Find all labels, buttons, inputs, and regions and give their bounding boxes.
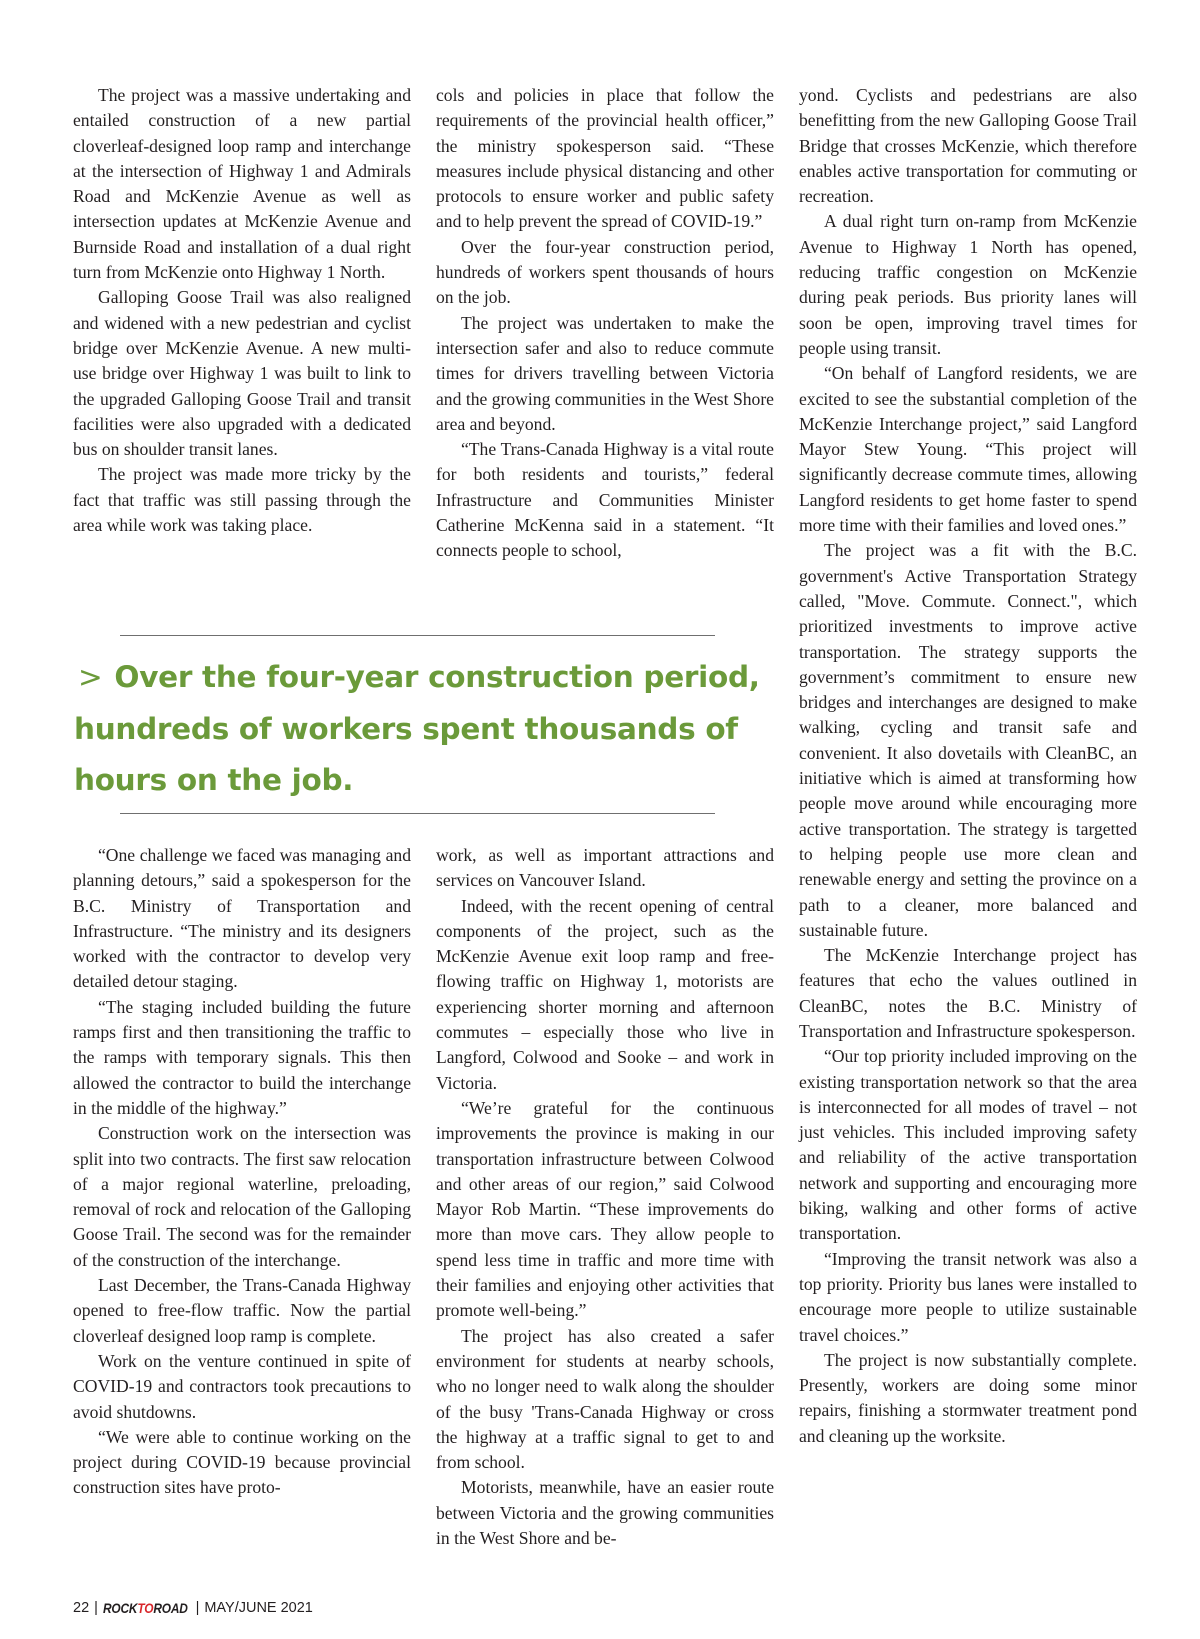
paragraph: Work on the venture continued in spite of COVID-19 and contractors took precautions to avoid shutdowns. [73, 1350, 411, 1422]
article-column-2-bottom [436, 843, 774, 1551]
paragraph-continued: yond. Cyclists and pedestrians are also benefitting from the new Galloping Goose Trail Bridge that crosses McKenzie, which therefore enables active transportation for commuting or recreation. [799, 85, 1137, 207]
article-column-1-bottom [73, 843, 411, 1501]
paragraph: A dual right turn on-ramp from McKenzie Avenue to Highway 1 North has opened, reducing traffic congestion on McKenzie during peak periods. Bus priority lanes will soon be open, improving travel times for people using transit. [799, 211, 1137, 358]
paragraph: “We’re grateful for the continuous improvements the province is making in our transportation infrastructure between Colwood and other areas of our region,” said Colwood Mayor Rob Martin. “These improvements do more than move cars. They allow people to spend less time in traffic and more time with their families and enjoying other activities that promote well-being.” [436, 1097, 774, 1321]
paragraph: The project was undertaken to make the intersection safer and also to reduce commute times for drivers travelling between Victoria and the growing communities in the West Shore area and beyond. [436, 312, 774, 434]
article-column-1-top [73, 83, 411, 538]
paragraph: The project has also created a safer environment for students at nearby schools, who no longer need to walk along the shoulder of the busy 'Trans-Canada Highway or cross the highway at a traffic signal to get to and from school. [436, 1325, 774, 1473]
paragraph: “On behalf of Langford residents, we are excited to see the substantial completion of the McKenzie Interchange project,” said Langford Mayor Stew Young. “This project will significantly decrease commute times, allowing Langford residents to get home faster to spend more time with their families and loved ones.” [799, 363, 1137, 536]
paragraph: “The Trans-Canada Highway is a vital route for both residents and tourists,” federal Infrastructure and Communities Minister Catherine McKenna said in a statement. “It connects people to school, [436, 439, 774, 561]
paragraph: The project was a fit with the B.C. government's Active Transportation Strategy called, "Move. Commute. Connect.", which prioritized investments to improve active transportation. The strategy supports the government’s commitment to ensure new bridges and interchanges are designed to make walking, cycling and transit safe and convenient. It also dovetails with CleanBC, an initiative which is aimed at transforming how people move around while encouraging more active transportation. The strategy is targetted to helping people use more clean and renewable energy and setting the province on a path to a cleaner, more balanced and sustainable future. [799, 540, 1137, 940]
paragraph: Construction work on the intersection was split into two contracts. The first saw relocation of a major regional waterline, preloading, removal of rock and relocation of the Galloping Goose Trail. The second was for the remainder of the construction of the interchange. [73, 1123, 411, 1270]
magazine-logo: ROCKTOROAD [102, 1600, 188, 1616]
paragraph: Indeed, with the recent opening of central components of the project, such as the McKenzie Avenue exit loop ramp and free-flowing traffic on Highway 1, motorists are experiencing shorter morning and afternoon commutes – especially those who live in Langford, Colwood and Sooke – and work in Victoria. [436, 895, 774, 1093]
page-footer [73, 1600, 313, 1616]
paragraph: The project was a massive undertaking and entailed construction of a new partial cloverleaf-designed loop ramp and interchange at the intersection of Highway 1 and Admirals Road and McKenzie Avenue as well as intersection updates at McKenzie Avenue and Burnside Road and installation of a dual right turn from McKenzie onto Highway 1 North. [73, 85, 411, 283]
paragraph-continued: cols and policies in place that follow the requirements of the provincial health officer,” the ministry spokesperson said. “These measures include physical distancing and other protocols to ensure worker and public safety and to help prevent the spread of COVID-19.” [436, 85, 774, 232]
page-number: 22 [73, 1600, 90, 1616]
paragraph: Motorists, meanwhile, have an easier route between Victoria and the growing communities in the West Shore and be- [436, 1477, 774, 1549]
paragraph: The McKenzie Interchange project has features that echo the values outlined in CleanBC, notes the B.C. Ministry of Transportation and Infrastructure spokesperson. [799, 945, 1137, 1041]
paragraph: Last December, the Trans-Canada Highway opened to free-flow traffic. Now the partial cloverleaf designed loop ramp is complete. [73, 1275, 411, 1346]
article-column-2-top [436, 83, 774, 564]
paragraph: Over the four-year construction period, hundreds of workers spent thousands of hours on the job. [436, 236, 774, 308]
paragraph: “One challenge we faced was managing and planning detours,” said a spokesperson for the B.C. Ministry of Transportation and Infrastructure. “The ministry and its designers worked with the contractor to develop very detailed detour staging. [73, 845, 411, 992]
footer-separator: | [195, 1600, 200, 1616]
paragraph: Galloping Goose Trail was also realigned and widened with a new pedestrian and cyclist bridge over McKenzie Avenue. A new multi-use bridge over Highway 1 was built to link to the upgraded Galloping Goose Trail and transit facilities were also upgraded with a dedicated bus on shoulder transit lanes. [73, 287, 411, 460]
pull-quote-top-rule [120, 635, 715, 636]
paragraph: “The staging included building the future ramps first and then transitioning the traffic to the ramps with temporary signals. This then allowed the contractor to build the interchange in the middle of the highway.” [73, 996, 411, 1118]
pull-quote [74, 652, 774, 807]
footer-separator: | [94, 1600, 98, 1616]
pull-quote-bottom-rule [120, 813, 715, 814]
paragraph: “Improving the transit network was also a top priority. Priority bus lanes were installed to encourage more people to utilize sustainable travel choices.” [799, 1248, 1137, 1345]
paragraph: The project is now substantially complete. Presently, workers are doing some minor repairs, finishing a stormwater treatment pond and cleaning up the worksite. [799, 1349, 1137, 1446]
paragraph: “We were able to continue working on the project during COVID-19 because provincial construction sites have proto- [73, 1426, 411, 1498]
pull-quote-text: Over the four-year construction period, hundreds of workers spent thousands of hours on the job. [74, 660, 760, 797]
article-column-3 [799, 83, 1137, 1449]
paragraph: “Our top priority included improving on the existing transportation network so that the area is interconnected for all modes of travel – not just vehicles. This included improving safety and reliability of the active transportation network and supporting and encouraging more biking, walking and other forms of active transportation. [799, 1046, 1137, 1244]
paragraph-continued: work, as well as important attractions and services on Vancouver Island. [436, 845, 774, 891]
issue-date: MAY/JUNE 2021 [204, 1600, 313, 1616]
paragraph: The project was made more tricky by the fact that traffic was still passing through the area while work was taking place. [73, 464, 411, 536]
pull-quote-marker-icon: > [78, 660, 103, 694]
